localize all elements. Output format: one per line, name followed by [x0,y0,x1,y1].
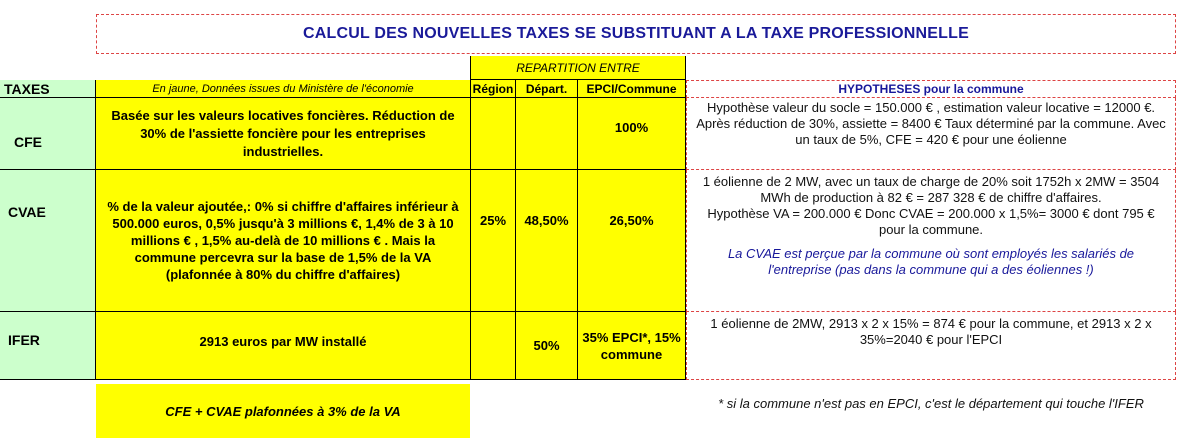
row-ifer-description: 2913 euros par MW installé [96,312,470,380]
header-depart: Départ. [516,80,578,98]
row-cfe-depart [516,98,578,170]
row-cvae-region: 25% [470,170,516,312]
row-cfe-epci: 100% [578,98,686,170]
row-cvae-depart: 48,50% [516,170,578,312]
row-ifer-hypothesis: 1 éolienne de 2MW, 2913 x 2 x 15% = 874 € pour la commune, et 2913 x 2 x 35%=2040 € pour l'EPCI [686,312,1176,380]
row-cvae-name: CVAE [0,170,96,312]
row-cvae-hypothesis2: Hypothèse VA = 200.000 € Donc CVAE = 200.000 x 1,5%= 3000 € dont 795 € pour la commune. [707,206,1155,237]
row-cfe-name: CFE [0,98,96,170]
row-ifer-epci: 35% EPCI*, 15% commune [578,312,686,380]
row-cvae-hypothesis-cell [686,170,1176,312]
epci-footnote: * si la commune n'est pas en EPCI, c'est le département qui touche l'IFER [718,396,1144,411]
header-note: En jaune, Données issues du Ministère de l'économie [96,80,470,98]
header-hypotheses: HYPOTHESES pour la commune [686,80,1176,98]
row-cvae-hypothesis: 1 éolienne de 2 MW, avec un taux de charge de 20% soit 1752h x 2MW = 3504 MWh de production à 82 € = 287 328 € de chiffre d'affaires. [702,174,1160,205]
header-region: Région [470,80,516,98]
page-title: CALCUL DES NOUVELLES TAXES SE SUBSTITUANT A LA TAXE PROFESSIONNELLE [96,14,1176,54]
header-epci: EPCI/Commune [578,80,686,98]
row-cvae-hypothesis-note: La CVAE est perçue par la commune où sont employés les salariés de l'entreprise (pas dans la commune qui a des éoliennes !) [727,246,1135,277]
row-ifer-region [470,312,516,380]
row-cvae-epci: 26,50% [578,170,686,312]
header-taxes: TAXES [0,80,96,98]
repartition-header: REPARTITION ENTRE [470,56,686,80]
row-ifer-name: IFER [0,312,96,380]
row-cfe-region [470,98,516,170]
row-ifer-depart: 50% [516,312,578,380]
row-cfe-hypothesis: Hypothèse valeur du socle = 150.000 € , estimation valeur locative = 12000 €. Après réduction de 30%, assiette = 8400 € Taux déterminé par la commune. Avec un taux de 5%, CFE = 420 € pour une éolienne [686,98,1176,170]
row-cfe-description: Basée sur les valeurs locatives foncières. Réduction de 30% de l'assiette foncière pour les entreprises industrielles. [96,98,470,170]
row-cvae-description: % de la valeur ajoutée,: 0% si chiffre d'affaires inférieur à 500.000 euros, 0,5% jusqu'à 3 millions €, 1,4% de 3 à 10 millions € , 1,5% au-delà de 10 millions € . Mais la commune percevra sur la base de 1,5% de la VA (plafonnée à 80% du chiffre d'affaires) [96,170,470,312]
cap-note: CFE + CVAE plafonnées à 3% de la VA [96,384,470,438]
